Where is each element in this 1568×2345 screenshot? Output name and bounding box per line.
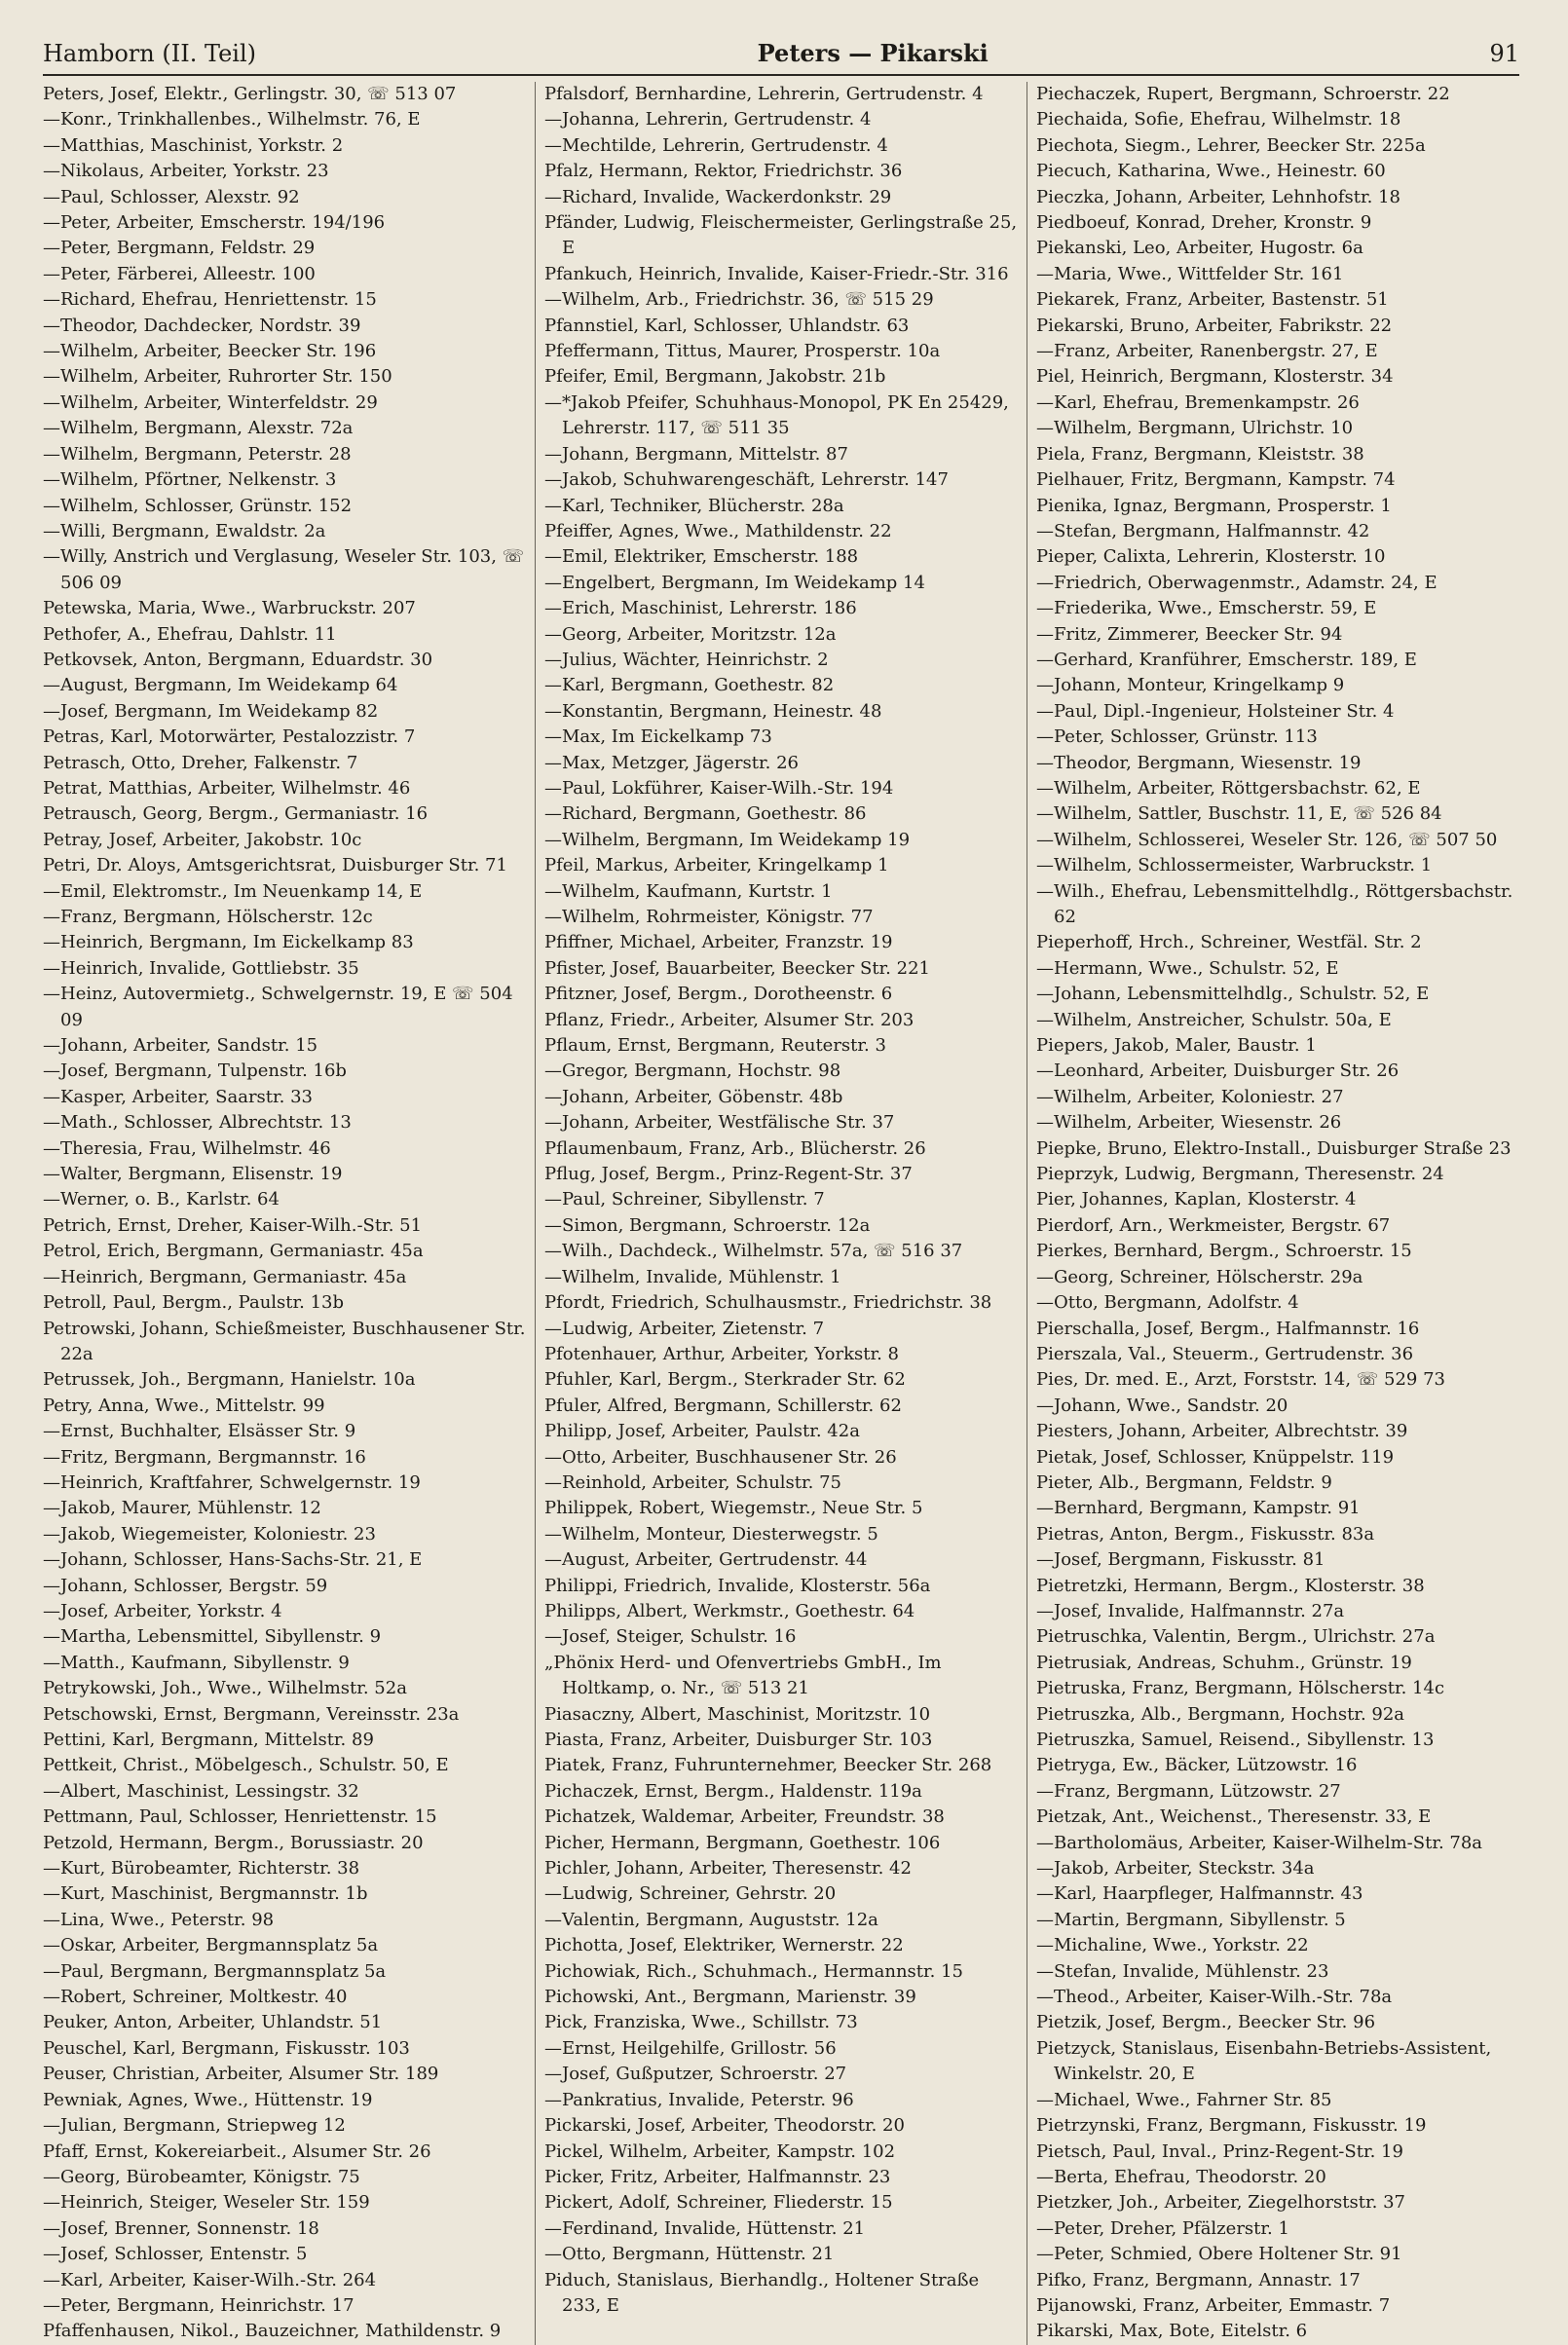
directory-entry: Pflaum, Ernst, Bergmann, Reuterstr. 3 (544, 1035, 886, 1057)
directory-entry: Pick, Franziska, Wwe., Schillstr. 73 (544, 2012, 858, 2033)
directory-entry: —Wilhelm, Sattler, Buschstr. 11, E, ☏ 526 84 (1036, 803, 1442, 825)
directory-entry: Pieczka, Johann, Arbeiter, Lehnhofstr. 18 (1036, 186, 1400, 207)
directory-entry: —Stefan, Bergmann, Halfmannstr. 42 (1036, 520, 1370, 541)
directory-entry: —Reinhold, Arbeiter, Schulstr. 75 (544, 1471, 841, 1493)
directory-entry: Petzold, Hermann, Bergm., Borussiastr. 20 (43, 1832, 424, 1853)
directory-entry: Petrykowski, Joh., Wwe., Wilhelmstr. 52a (43, 1678, 407, 1699)
directory-entry: —Josef, Invalide, Halfmannstr. 27a (1036, 1600, 1345, 1621)
directory-entry: —Paul, Dipl.-Ingenieur, Holsteiner Str. 4 (1036, 700, 1395, 722)
directory-entry: —Matth., Kaufmann, Sibyllenstr. 9 (43, 1652, 350, 1673)
directory-entry: Pietzyck, Stanislaus, Eisenbahn-Betriebs-Assistent, Winkelstr. 20, E (1036, 2037, 1492, 2085)
directory-entry: Piepers, Jakob, Maler, Baustr. 1 (1036, 1035, 1317, 1057)
directory-entry: —Wilhelm, Bergmann, Alexstr. 72a (43, 418, 354, 439)
directory-entry: —Max, Metzger, Jägerstr. 26 (544, 752, 799, 773)
directory-entry: —Max, Im Eickelkamp 73 (544, 726, 772, 748)
directory-entry: —Richard, Invalide, Wackerdonkstr. 29 (544, 186, 892, 207)
directory-entry: —Maria, Wwe., Wittfelder Str. 161 (1036, 263, 1344, 284)
directory-entry: —Kurt, Bürobeamter, Richterstr. 38 (43, 1858, 360, 1880)
directory-entry: —Peter, Schmied, Obere Holtener Str. 91 (1036, 2244, 1402, 2265)
directory-entry: —Jakob, Schuhwarengeschäft, Lehrerstr. 147 (544, 469, 949, 491)
directory-entry: —Mechtilde, Lehrerin, Gertrudenstr. 4 (544, 134, 888, 156)
directory-entry: —Ernst, Heilgehilfe, Grillostr. 56 (544, 2037, 837, 2059)
directory-entry: —Jakob, Arbeiter, Steckstr. 34a (1036, 1858, 1315, 1880)
directory-entry: —Heinrich, Invalide, Gottliebstr. 35 (43, 957, 359, 979)
column-3 (1027, 82, 1518, 2345)
directory-entry: Philippek, Robert, Wiegemstr., Neue Str. 5 (544, 1498, 923, 1519)
directory-entry: Pietruszka, Alb., Bergmann, Hochstr. 92a (1036, 1703, 1405, 1725)
directory-entry: Pieter, Alb., Bergmann, Feldstr. 9 (1036, 1471, 1332, 1493)
directory-entry: Pierdorf, Arn., Werkmeister, Bergstr. 67 (1036, 1214, 1391, 1236)
directory-entry: Pietak, Josef, Schlosser, Knüppelstr. 119 (1036, 1446, 1395, 1468)
directory-entry: —Wilhelm, Arbeiter, Röttgersbachstr. 62, E (1036, 777, 1421, 799)
directory-entry: —Wilhelm, Kaufmann, Kurtstr. 1 (544, 880, 833, 902)
directory-entry: —Math., Schlosser, Albrechtstr. 13 (43, 1112, 352, 1134)
directory-entry: —Michaline, Wwe., Yorkstr. 22 (1036, 1935, 1309, 1956)
directory-entry: Pfeil, Markus, Arbeiter, Kringelkamp 1 (544, 855, 889, 876)
directory-entry: Piel, Heinrich, Bergmann, Klosterstr. 34 (1036, 366, 1394, 388)
directory-entry: —Josef, Bergmann, Im Weidekamp 82 (43, 700, 379, 722)
directory-entry: Piepke, Bruno, Elektro-Install., Duisburger Straße 23 (1036, 1137, 1512, 1159)
directory-entry: —Johann, Schlosser, Hans-Sachs-Str. 21, E (43, 1549, 423, 1571)
directory-entry: Pfänder, Ludwig, Fleischermeister, Gerlingstraße 25, E (544, 212, 1018, 259)
directory-entry: Pfeifer, Emil, Bergmann, Jakobstr. 21b (544, 366, 886, 388)
directory-entry: —Franz, Arbeiter, Ranenbergstr. 27, E (1036, 341, 1378, 362)
directory-entry: —Josef, Steiger, Schulstr. 16 (544, 1626, 797, 1648)
page-header (43, 39, 1519, 72)
directory-entry: Philipp, Josef, Arbeiter, Paulstr. 42a (544, 1421, 860, 1442)
directory-entry: Pickarski, Josef, Arbeiter, Theodorstr. 20 (544, 2115, 905, 2137)
directory-entry: Pielhauer, Fritz, Bergmann, Kampstr. 74 (1036, 469, 1396, 491)
directory-entry: Pfeffermann, Tittus, Maurer, Prosperstr. 10a (544, 341, 941, 362)
directory-entry: Pierszala, Val., Steuerm., Gertrudenstr. 36 (1036, 1343, 1414, 1364)
directory-entry: Pietzik, Josef, Bergm., Beecker Str. 96 (1036, 2012, 1376, 2033)
directory-entry: —Wilhelm, Arbeiter, Koloniestr. 27 (1036, 1086, 1344, 1107)
directory-entry: —Wilhelm, Invalide, Mühlenstr. 1 (544, 1266, 841, 1287)
directory-entry: —Julius, Wächter, Heinrichstr. 2 (544, 649, 829, 670)
directory-entry: Philippi, Friedrich, Invalide, Klosterstr. 56a (544, 1575, 931, 1596)
directory-entry: —Wilhelm, Schlosserei, Weseler Str. 126, ☏ 507 50 (1036, 829, 1498, 850)
directory-entry: Piesters, Johann, Arbeiter, Albrechtstr. 39 (1036, 1421, 1408, 1442)
entry-columns (43, 82, 1519, 2345)
directory-entry: Pfaff, Ernst, Kokereiarbeit., Alsumer Str. 26 (43, 2140, 431, 2162)
directory-entry: —Julian, Bergmann, Striepweg 12 (43, 2115, 346, 2137)
directory-entry: Piecuch, Katharina, Wwe., Heinestr. 60 (1036, 161, 1386, 182)
directory-entry: Pieperhoff, Hrch., Schreiner, Westfäl. Str. 2 (1036, 932, 1422, 953)
directory-entry: —Josef, Arbeiter, Yorkstr. 4 (43, 1600, 282, 1621)
directory-entry: —Paul, Lokführer, Kaiser-Wilh.-Str. 194 (544, 777, 894, 799)
directory-entry: Peuser, Christian, Arbeiter, Alsumer Str. 189 (43, 2064, 439, 2085)
directory-entry: Pierschalla, Josef, Bergm., Halfmannstr. 16 (1036, 1318, 1420, 1339)
directory-entry: Pietzker, Joh., Arbeiter, Ziegelhorststr. 37 (1036, 2192, 1405, 2214)
directory-entry: Pifko, Franz, Bergmann, Annastr. 17 (1036, 2269, 1361, 2290)
directory-entry: Petras, Karl, Motorwärter, Pestalozzistr. 7 (43, 726, 416, 748)
directory-entry: —Karl, Ehefrau, Bremenkampstr. 26 (1036, 391, 1360, 413)
directory-entry: Piechota, Siegm., Lehrer, Beecker Str. 225a (1036, 134, 1426, 156)
directory-entry: Pies, Dr. med. E., Arzt, Forststr. 14, ☏ 529 73 (1036, 1369, 1445, 1391)
directory-entry: —Paul, Schlosser, Alexstr. 92 (43, 186, 300, 207)
directory-entry: Pickert, Adolf, Schreiner, Fliederstr. 15 (544, 2192, 893, 2214)
directory-entry: —August, Arbeiter, Gertrudenstr. 44 (544, 1549, 868, 1571)
directory-entry: —Richard, Ehefrau, Henriettenstr. 15 (43, 289, 377, 311)
directory-entry: —Heinrich, Bergmann, Im Eickelkamp 83 (43, 932, 414, 953)
directory-entry: —Hermann, Wwe., Schulstr. 52, E (1036, 957, 1339, 979)
directory-entry: Piatek, Franz, Fuhrunternehmer, Beecker Str. 268 (544, 1755, 992, 1776)
directory-entry: —Erich, Maschinist, Lehrerstr. 186 (544, 598, 857, 619)
column-1 (43, 82, 535, 2345)
directory-entry: —Wilhelm, Arbeiter, Winterfeldstr. 29 (43, 391, 378, 413)
directory-entry: —Peter, Färberei, Alleestr. 100 (43, 263, 316, 284)
directory-entry: —Wilhelm, Arb., Friedrichstr. 36, ☏ 515 29 (544, 289, 934, 311)
directory-entry: Piechaida, Sofie, Ehefrau, Wilhelmstr. 18 (1036, 109, 1401, 130)
directory-entry: —Wilhelm, Anstreicher, Schulstr. 50a, E (1036, 1009, 1392, 1030)
directory-entry: —Heinrich, Steiger, Weseler Str. 159 (43, 2192, 370, 2214)
directory-entry: Petkovsek, Anton, Bergmann, Eduardstr. 30 (43, 649, 433, 670)
directory-entry: —Simon, Bergmann, Schroerstr. 12a (544, 1214, 871, 1236)
directory-entry: Pichowski, Ant., Bergmann, Marienstr. 39 (544, 1987, 916, 2008)
directory-entry: Peters, Josef, Elektr., Gerlingstr. 30, ☏ 513 07 (43, 84, 457, 104)
directory-entry: —Johann, Lebensmittelhdlg., Schulstr. 52, E (1036, 984, 1430, 1005)
directory-entry: —Peter, Bergmann, Feldstr. 29 (43, 238, 316, 259)
directory-entry: —Josef, Schlosser, Entenstr. 5 (43, 2244, 308, 2265)
directory-entry: —Wilhelm, Schlosser, Grünstr. 152 (43, 495, 353, 516)
directory-entry: —Johann, Arbeiter, Westfälische Str. 37 (544, 1112, 895, 1134)
directory-entry: —Walter, Bergmann, Elisenstr. 19 (43, 1164, 343, 1185)
directory-entry: —Fritz, Zimmerer, Beecker Str. 94 (1036, 623, 1343, 645)
directory-entry: Petri, Dr. Aloys, Amtsgerichtsrat, Duisburger Str. 71 (43, 855, 507, 876)
directory-entry: —Wilhelm, Bergmann, Peterstr. 28 (43, 443, 352, 465)
directory-entry: —Martha, Lebensmittel, Sibyllenstr. 9 (43, 1626, 382, 1648)
directory-entry: Petrich, Ernst, Dreher, Kaiser-Wilh.-Str. 51 (43, 1214, 423, 1236)
directory-entry: Pichotta, Josef, Elektriker, Wernerstr. 22 (544, 1935, 904, 1956)
directory-entry: —August, Bergmann, Im Weidekamp 64 (43, 675, 398, 696)
directory-entry: Pichatzek, Waldemar, Arbeiter, Freundstr. 38 (544, 1806, 945, 1828)
directory-entry: Pflaumenbaum, Franz, Arb., Blücherstr. 26 (544, 1137, 926, 1159)
directory-entry: —Ludwig, Arbeiter, Zietenstr. 7 (544, 1318, 825, 1339)
directory-entry: —Wilhelm, Pförtner, Nelkenstr. 3 (43, 469, 337, 491)
directory-entry: Petrat, Matthias, Arbeiter, Wilhelmstr. 46 (43, 777, 411, 799)
directory-entry: Pickel, Wilhelm, Arbeiter, Kampstr. 102 (544, 2140, 896, 2162)
directory-entry: Pietsch, Paul, Inval., Prinz-Regent-Str. 19 (1036, 2140, 1403, 2162)
directory-entry: Pier, Johannes, Kaplan, Klosterstr. 4 (1036, 1189, 1357, 1210)
directory-entry: Pietretzki, Hermann, Bergm., Klosterstr. 38 (1036, 1575, 1425, 1596)
directory-entry: —Georg, Schreiner, Hölscherstr. 29a (1036, 1266, 1363, 1287)
directory-entry: —Bartholomäus, Arbeiter, Kaiser-Wilhelm-Str. 78a (1036, 1832, 1483, 1853)
header-rule (43, 74, 1519, 76)
directory-entry: —Leonhard, Arbeiter, Duisburger Str. 26 (1036, 1061, 1400, 1082)
directory-entry: Pfalsdorf, Bernhardine, Lehrerin, Gertrudenstr. 4 (544, 84, 984, 104)
directory-entry: —Paul, Schreiner, Sibyllenstr. 7 (544, 1189, 825, 1210)
directory-entry: Petrowski, Johann, Schießmeister, Buschhausener Str. 22a (43, 1318, 526, 1364)
directory-entry: Piduch, Stanislaus, Bierhandlg., Holtener Straße 233, E (544, 2269, 980, 2316)
directory-entry: Pieprzyk, Ludwig, Bergmann, Theresenstr. 24 (1036, 1164, 1444, 1185)
directory-entry: —Theresia, Frau, Wilhelmstr. 46 (43, 1137, 331, 1159)
directory-entry: Pfitzner, Josef, Bergm., Dorotheenstr. 6 (544, 984, 893, 1005)
directory-entry: Pietzak, Ant., Weichenst., Theresenstr. 33, E (1036, 1806, 1432, 1828)
directory-entry: —Konr., Trinkhallenbes., Wilhelmstr. 76, E (43, 109, 421, 130)
directory-entry: —Gregor, Bergmann, Hochstr. 98 (544, 1061, 841, 1082)
directory-entry: —Ludwig, Schreiner, Gehrstr. 20 (544, 1883, 837, 1905)
directory-entry: Pfalz, Hermann, Rektor, Friedrichstr. 36 (544, 161, 903, 182)
directory-entry: Pfankuch, Heinrich, Invalide, Kaiser-Friedr.-Str. 316 (544, 263, 1009, 284)
directory-entry: —Kurt, Maschinist, Bergmannstr. 1b (43, 1883, 368, 1905)
directory-entry: Pfuhler, Karl, Bergm., Sterkrader Str. 62 (544, 1369, 906, 1391)
directory-entry: Pichowiak, Rich., Schuhmach., Hermannstr. 15 (544, 1960, 963, 1982)
directory-entry: —Otto, Arbeiter, Buschhausener Str. 26 (544, 1446, 897, 1468)
directory-entry: —Johann, Schlosser, Bergstr. 59 (43, 1575, 328, 1596)
directory-entry: —Karl, Haarpfleger, Halfmannstr. 43 (1036, 1883, 1363, 1905)
directory-entry: Pettkeit, Christ., Möbelgesch., Schulstr. 50, E (43, 1755, 449, 1776)
directory-entry: —Berta, Ehefrau, Theodorstr. 20 (1036, 2166, 1326, 2187)
directory-entry: Pfister, Josef, Bauarbeiter, Beecker Str. 221 (544, 957, 930, 979)
directory-entry: —Wilhelm, Monteur, Diesterwegstr. 5 (544, 1523, 878, 1545)
directory-entry: Pfannstiel, Karl, Schlosser, Uhlandstr. 63 (544, 315, 910, 336)
directory-entry: —Franz, Bergmann, Hölscherstr. 12c (43, 907, 373, 927)
directory-entry: Petray, Josef, Arbeiter, Jakobstr. 10c (43, 829, 362, 850)
directory-entry: Pfaffenhausen, Nikol., Bauzeichner, Mathildenstr. 9 (43, 2321, 502, 2342)
directory-entry: —Ferdinand, Invalide, Hüttenstr. 21 (544, 2217, 866, 2239)
directory-entry: Peuschel, Karl, Bergmann, Fiskusstr. 103 (43, 2037, 410, 2059)
directory-entry: —Peter, Bergmann, Heinrichstr. 17 (43, 2294, 355, 2316)
directory-entry: Petrausch, Georg, Bergm., Germaniastr. 16 (43, 803, 429, 825)
directory-entry: —Theod., Arbeiter, Kaiser-Wilh.-Str. 78a (1036, 1987, 1393, 2008)
directory-entry: —Werner, o. B., Karlstr. 64 (43, 1189, 280, 1210)
directory-entry: Pfeiffer, Agnes, Wwe., Mathildenstr. 22 (544, 520, 892, 541)
directory-entry: —Josef, Bergmann, Fiskusstr. 81 (1036, 1549, 1325, 1571)
directory-entry: —Otto, Bergmann, Adolfstr. 4 (1036, 1292, 1299, 1314)
directory-entry: Piechaczek, Rupert, Bergmann, Schroerstr. 22 (1036, 84, 1450, 104)
directory-entry: —Emil, Elektromstr., Im Neuenkamp 14, E (43, 880, 423, 902)
directory-entry: Pethofer, A., Ehefrau, Dahlstr. 11 (43, 623, 337, 645)
directory-entry: Pietrusiak, Andreas, Schuhm., Grünstr. 19 (1036, 1652, 1412, 1673)
directory-entry: —Johanna, Lehrerin, Gertrudenstr. 4 (544, 109, 872, 130)
directory-entry: —Stefan, Invalide, Mühlenstr. 23 (1036, 1960, 1329, 1982)
directory-entry: —Ernst, Buchhalter, Elsässer Str. 9 (43, 1421, 356, 1442)
directory-entry: —Wilhelm, Arbeiter, Beecker Str. 196 (43, 341, 377, 362)
directory-entry: —Johann, Monteur, Kringelkamp 9 (1036, 675, 1345, 696)
directory-entry: —Wilh., Dachdeck., Wilhelmstr. 57a, ☏ 516 37 (544, 1241, 963, 1262)
directory-entry: Piedboeuf, Konrad, Dreher, Kronstr. 9 (1036, 212, 1372, 234)
directory-entry: —Johann, Wwe., Sandstr. 20 (1036, 1395, 1288, 1416)
directory-entry: Petrasch, Otto, Dreher, Falkenstr. 7 (43, 752, 358, 773)
directory-entry: Pfiffner, Michael, Arbeiter, Franzstr. 19 (544, 932, 893, 953)
directory-entry: —Bernhard, Bergmann, Kampstr. 91 (1036, 1498, 1361, 1519)
directory-entry: Pfordt, Friedrich, Schulhausmstr., Friedrichstr. 38 (544, 1292, 992, 1314)
directory-entry: —Kasper, Arbeiter, Saarstr. 33 (43, 1086, 313, 1107)
directory-entry: Pikarski, Max, Bote, Eitelstr. 6 (1036, 2321, 1308, 2342)
directory-entry: —Peter, Arbeiter, Emscherstr. 194/196 (43, 212, 386, 234)
directory-entry: Pietras, Anton, Bergm., Fiskusstr. 83a (1036, 1523, 1375, 1545)
directory-entry: Pfuler, Alfred, Bergmann, Schillerstr. 62 (544, 1395, 902, 1416)
directory-entry: —Theodor, Dachdecker, Nordstr. 39 (43, 315, 361, 336)
directory-entry: Petrussek, Joh., Bergmann, Hanielstr. 10a (43, 1369, 416, 1391)
directory-entry: Pijanowski, Franz, Arbeiter, Emmastr. 7 (1036, 2294, 1391, 2316)
directory-entry: —Valentin, Bergmann, Auguststr. 12a (544, 1909, 878, 1930)
directory-entry: Picher, Hermann, Bergmann, Goethestr. 106 (544, 1832, 941, 1853)
directory-entry: Piekarski, Bruno, Arbeiter, Fabrikstr. 22 (1036, 315, 1393, 336)
directory-entry: —Peter, Dreher, Pfälzerstr. 1 (1036, 2217, 1289, 2239)
directory-entry: Pflug, Josef, Bergm., Prinz-Regent-Str. 37 (544, 1164, 913, 1185)
directory-entry: —Wilhelm, Arbeiter, Wiesenstr. 26 (1036, 1112, 1342, 1134)
directory-entry: Piela, Franz, Bergmann, Kleiststr. 38 (1036, 443, 1364, 465)
directory-entry: Pieper, Calixta, Lehrerin, Klosterstr. 10 (1036, 546, 1386, 568)
directory-entry: —Georg, Arbeiter, Moritzstr. 12a (544, 623, 837, 645)
directory-entry: Peuker, Anton, Arbeiter, Uhlandstr. 51 (43, 2012, 383, 2033)
directory-entry: Pietryga, Ew., Bäcker, Lützowstr. 16 (1036, 1755, 1358, 1776)
directory-entry: Piasaczny, Albert, Maschinist, Moritzstr. 10 (544, 1703, 931, 1725)
directory-entry: —Richard, Bergmann, Goethestr. 86 (544, 803, 867, 825)
directory-entry: Piasta, Franz, Arbeiter, Duisburger Str. 103 (544, 1730, 933, 1750)
directory-entry: —Franz, Bergmann, Lützowstr. 27 (1036, 1780, 1341, 1802)
directory-entry: —Heinrich, Kraftfahrer, Schwelgernstr. 19 (43, 1471, 421, 1493)
directory-entry: Pewniak, Agnes, Wwe., Hüttenstr. 19 (43, 2089, 373, 2110)
directory-entry: —Karl, Arbeiter, Kaiser-Wilh.-Str. 264 (43, 2269, 377, 2290)
directory-entry: Pichaczek, Ernst, Bergm., Haldenstr. 119a (544, 1780, 922, 1802)
directory-entry: —Willi, Bergmann, Ewaldstr. 2a (43, 520, 326, 541)
directory-entry: —Josef, Gußputzer, Schroerstr. 27 (544, 2064, 847, 2085)
directory-entry: Piekanski, Leo, Arbeiter, Hugostr. 6a (1036, 238, 1363, 259)
directory-entry: —Wilhelm, Bergmann, Ulrichstr. 10 (1036, 418, 1354, 439)
directory-entry: —Lina, Wwe., Peterstr. 98 (43, 1909, 275, 1930)
directory-entry: —Theodor, Bergmann, Wiesenstr. 19 (1036, 752, 1362, 773)
directory-entry: Petrol, Erich, Bergmann, Germaniastr. 45a (43, 1241, 424, 1262)
directory-entry: —Wilhelm, Arbeiter, Ruhrorter Str. 150 (43, 366, 392, 388)
directory-entry: —Albert, Maschinist, Lessingstr. 32 (43, 1780, 359, 1802)
directory-entry: —Nikolaus, Arbeiter, Yorkstr. 23 (43, 161, 329, 182)
directory-entry: Pietruszka, Samuel, Reisend., Sibyllenstr. 13 (1036, 1730, 1435, 1750)
directory-entry: —Friedrich, Oberwagenmstr., Adamstr. 24, E (1036, 572, 1437, 593)
directory-entry: —Pankratius, Invalide, Peterstr. 96 (544, 2089, 854, 2110)
directory-entry: —Wilh., Ehefrau, Lebensmittelhdlg., Röttgersbachstr. 62 (1036, 880, 1513, 927)
directory-entry: —Johann, Bergmann, Mittelstr. 87 (544, 443, 848, 465)
directory-entry: —Karl, Techniker, Blücherstr. 28a (544, 495, 844, 516)
directory-entry: Pierkes, Bernhard, Bergm., Schroerstr. 15 (1036, 1241, 1412, 1262)
directory-entry: —Heinz, Autovermietg., Schwelgernstr. 19, E ☏ 504 09 (43, 984, 513, 1030)
directory-entry: —Emil, Elektriker, Emscherstr. 188 (544, 546, 859, 568)
directory-entry: Pettini, Karl, Bergmann, Mittelstr. 89 (43, 1730, 374, 1750)
directory-entry: —Johann, Arbeiter, Göbenstr. 48b (544, 1086, 843, 1107)
directory-entry: —Oskar, Arbeiter, Bergmannsplatz 5a (43, 1935, 379, 1956)
directory-entry: —Heinrich, Bergmann, Germaniastr. 45a (43, 1266, 407, 1287)
directory-entry: —Wilhelm, Bergmann, Im Weidekamp 19 (544, 829, 911, 850)
directory-entry: —*Jakob Pfeifer, Schuhhaus-Monopol, PK En 25429, Lehrerstr. 117, ☏ 511 35 (544, 391, 1009, 439)
header-left: Hamborn (II. Teil) (43, 40, 257, 67)
directory-entry: Pfotenhauer, Arthur, Arbeiter, Yorkstr. 8 (544, 1343, 899, 1364)
header-title: Peters — Pikarski (757, 39, 989, 67)
directory-entry: —Georg, Bürobeamter, Königstr. 75 (43, 2166, 360, 2187)
directory-entry: —Martin, Bergmann, Sibyllenstr. 5 (1036, 1909, 1346, 1930)
directory-entry: Petschowski, Ernst, Bergmann, Vereinsstr. 23a (43, 1703, 460, 1725)
directory-entry: —Wilhelm, Schlossermeister, Warbruckstr. 1 (1036, 855, 1433, 876)
directory-entry: Pietruschka, Valentin, Bergm., Ulrichstr. 27a (1036, 1626, 1436, 1648)
directory-entry: —Wilhelm, Rohrmeister, Königstr. 77 (544, 907, 874, 927)
directory-entry: Petewska, Maria, Wwe., Warbruckstr. 207 (43, 598, 416, 619)
directory-entry: —Peter, Schlosser, Grünstr. 113 (1036, 726, 1318, 748)
directory-entry: —Jakob, Maurer, Mühlenstr. 12 (43, 1498, 321, 1519)
directory-entry: Pienika, Ignaz, Bergmann, Prosperstr. 1 (1036, 495, 1392, 516)
directory-entry: —Michael, Wwe., Fahrner Str. 85 (1036, 2089, 1332, 2110)
directory-entry: Picker, Fritz, Arbeiter, Halfmannstr. 23 (544, 2166, 891, 2187)
directory-entry: Pflanz, Friedr., Arbeiter, Alsumer Str. 203 (544, 1009, 915, 1030)
directory-entry: —Otto, Bergmann, Hüttenstr. 21 (544, 2244, 835, 2265)
directory-entry: —Robert, Schreiner, Moltkestr. 40 (43, 1987, 348, 2008)
directory-entry: —Karl, Bergmann, Goethestr. 82 (544, 675, 835, 696)
directory-entry: Pettmann, Paul, Schlosser, Henriettenstr. 15 (43, 1806, 437, 1828)
directory-entry: Philipps, Albert, Werkmstr., Goethestr. 64 (544, 1600, 915, 1621)
column-2 (535, 82, 1027, 2345)
directory-entry: Pietrzynski, Franz, Bergmann, Fiskusstr. 19 (1036, 2115, 1427, 2137)
directory-entry: Pietruska, Franz, Bergmann, Hölscherstr. 14c (1036, 1678, 1445, 1699)
directory-entry: —Fritz, Bergmann, Bergmannstr. 16 (43, 1446, 366, 1468)
directory-entry: „Phönix Herd- und Ofenvertriebs GmbH., Im Holtkamp, o. Nr., ☏ 513 21 (544, 1652, 942, 1699)
page-number: 91 (1489, 40, 1519, 67)
directory-entry: —Konstantin, Bergmann, Heinestr. 48 (544, 700, 882, 722)
directory-entry: —Gerhard, Kranführer, Emscherstr. 189, E (1036, 649, 1417, 670)
directory-entry: Petroll, Paul, Bergm., Paulstr. 13b (43, 1292, 345, 1314)
directory-entry: Petry, Anna, Wwe., Mittelstr. 99 (43, 1395, 325, 1416)
directory-entry: —Willy, Anstrich und Verglasung, Weseler Str. 103, ☏ 506 09 (43, 546, 525, 593)
directory-entry: —Engelbert, Bergmann, Im Weidekamp 14 (544, 572, 925, 593)
directory-entry: —Josef, Bergmann, Tulpenstr. 16b (43, 1061, 347, 1082)
directory-entry: —Josef, Brenner, Sonnenstr. 18 (43, 2217, 319, 2239)
directory-entry: —Matthias, Maschinist, Yorkstr. 2 (43, 134, 344, 156)
directory-entry: Piekarek, Franz, Arbeiter, Bastenstr. 51 (1036, 289, 1389, 311)
directory-entry: Pichler, Johann, Arbeiter, Theresenstr. 42 (544, 1858, 912, 1880)
directory-entry: —Johann, Arbeiter, Sandstr. 15 (43, 1035, 318, 1057)
directory-entry: —Paul, Bergmann, Bergmannsplatz 5a (43, 1960, 387, 1982)
directory-entry: —Friederika, Wwe., Emscherstr. 59, E (1036, 598, 1377, 619)
directory-entry: —Jakob, Wiegemeister, Koloniestr. 23 (43, 1523, 376, 1545)
